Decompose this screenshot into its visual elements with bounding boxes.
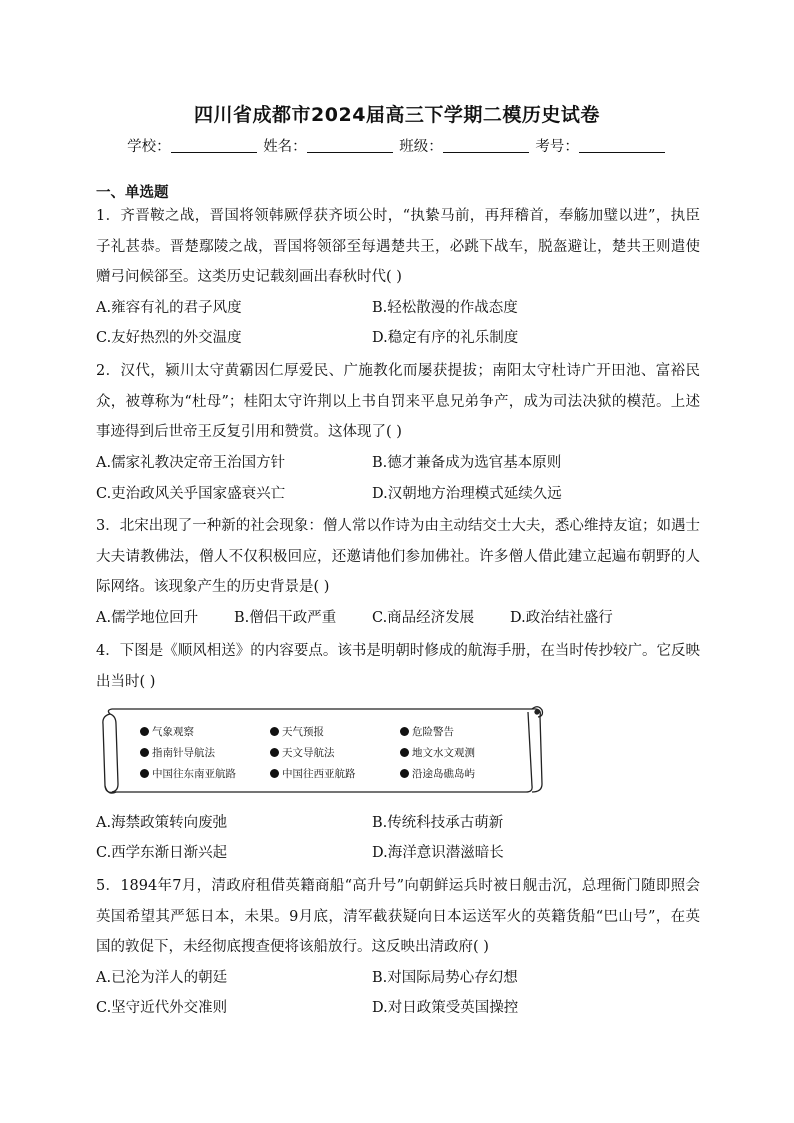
question-2-option-a: A.儒家礼教决定帝王治国方针 bbox=[96, 455, 286, 471]
question-4-option-d: D.海洋意识潜滋暗长 bbox=[372, 845, 504, 861]
bullet-icon bbox=[400, 727, 409, 736]
scroll-row bbox=[140, 743, 530, 764]
bullet-icon bbox=[270, 748, 279, 757]
question-2-option-d: D.汉朝地方治理模式延续久远 bbox=[372, 486, 562, 502]
question-1-option-d: D.稳定有序的礼乐制度 bbox=[372, 330, 519, 346]
section-heading: 一、单选题 bbox=[96, 185, 169, 201]
question-1-stem: 1．齐晋鞍之战，晋国将领韩厥俘获齐顷公时，“执絷马前，再拜稽首，奉觞加璧以进”，执臣子礼甚恭。晋楚鄢陵之战，晋国将领郤至每遇楚共王，必跳下战车，脱盔避让，楚共王则遣使赠弓问候郤至。这类历史记载刻画出春秋时代( ) bbox=[96, 208, 700, 285]
exam-no-blank[interactable] bbox=[579, 138, 665, 153]
class-blank[interactable] bbox=[443, 138, 529, 153]
question-3-stem: 3．北宋出现了一种新的社会现象：僧人常以作诗为由主动结交士大夫，悉心维持友谊；如遇士大夫请教佛法，僧人不仅积极回应，还邀请他们参加佛社。许多僧人借此建立起遍布朝野的人际网络。该现象产生的历史背景是( ) bbox=[96, 518, 700, 595]
name-blank[interactable] bbox=[307, 138, 393, 153]
scroll-item: 天文导航法 bbox=[270, 743, 400, 764]
bullet-icon bbox=[140, 748, 149, 757]
question-4-stem: 4．下图是《顺风相送》的内容要点。该书是明朝时修成的航海手册，在当时传抄较广。它反映出当时( ) bbox=[96, 643, 700, 690]
question-5-stem: 5．1894年7月，清政府租借英籍商船“高升号”向朝鲜运兵时被日舰击沉，总理衙门随即照会英国希望其严惩日本，未果。9月底，清军截获疑向日本运送军火的英籍货船“巴山号”，在英国的敦促下，未经彻底搜查便将该船放行。这反映出清政府( ) bbox=[96, 878, 700, 955]
question-1-option-a: A.雍容有礼的君子风度 bbox=[96, 300, 242, 316]
question-2-stem: 2．汉代，颍川太守黄霸因仁厚爱民、广施教化而屡获提拔；南阳太守杜诗广开田池、富裕民众，被尊称为“杜母”；桂阳太守许荆以上书自罚来平息兄弟争产，成为司法决狱的模范。上述事迹得到后世帝王反复引用和赞赏。这体现了( ) bbox=[96, 363, 700, 440]
bullet-icon bbox=[400, 769, 409, 778]
question-3-option-b: B.僧侣干政严重 bbox=[234, 610, 337, 626]
question-4-option-a: A.海禁政策转向废弛 bbox=[96, 815, 228, 831]
name-label: 姓名： bbox=[263, 139, 307, 155]
page-title: 四川省成都市2024届高三下学期二模历史试卷 bbox=[194, 104, 600, 126]
scroll-item: 中国往西亚航路 bbox=[270, 764, 400, 785]
question-1-option-b: B.轻松散漫的作战态度 bbox=[372, 300, 518, 316]
scroll-item: 中国往东南亚航路 bbox=[140, 764, 270, 785]
scroll-items bbox=[140, 722, 530, 785]
bullet-icon bbox=[140, 727, 149, 736]
question-3-option-c: C.商品经济发展 bbox=[372, 610, 475, 626]
question-2-option-b: B.德才兼备成为选官基本原则 bbox=[372, 455, 562, 471]
scroll-item: 危险警告 bbox=[400, 722, 530, 743]
scroll-item: 气象观察 bbox=[140, 722, 270, 743]
question-1-option-c: C.友好热烈的外交温度 bbox=[96, 330, 242, 346]
student-info-line bbox=[0, 135, 794, 156]
scroll-item: 沿途岛礁岛屿 bbox=[400, 764, 530, 785]
scroll-figure bbox=[96, 700, 546, 800]
school-blank[interactable] bbox=[171, 138, 257, 153]
scroll-item: 天气预报 bbox=[270, 722, 400, 743]
question-4-option-c: C.西学东渐日渐兴起 bbox=[96, 845, 228, 861]
scroll-item: 地文水文观测 bbox=[400, 743, 530, 764]
question-4-option-b: B.传统科技承古萌新 bbox=[372, 815, 504, 831]
question-3-option-d: D.政治结社盛行 bbox=[510, 610, 613, 626]
question-5-option-d: D.对日政策受英国操控 bbox=[372, 1000, 519, 1016]
bullet-icon bbox=[140, 769, 149, 778]
question-5-option-a: A.已沦为洋人的朝廷 bbox=[96, 970, 228, 986]
bullet-icon bbox=[270, 727, 279, 736]
school-label: 学校： bbox=[127, 139, 171, 155]
bullet-icon bbox=[400, 748, 409, 757]
scroll-row bbox=[140, 722, 530, 743]
question-3-option-a: A.儒学地位回升 bbox=[96, 610, 199, 626]
question-2-option-c: C.吏治政风关乎国家盛衰兴亡 bbox=[96, 486, 286, 502]
question-5-option-c: C.坚守近代外交准则 bbox=[96, 1000, 228, 1016]
question-5-option-b: B.对国际局势心存幻想 bbox=[372, 970, 518, 986]
scroll-item: 指南针导航法 bbox=[140, 743, 270, 764]
class-label: 班级： bbox=[399, 139, 443, 155]
exam-no-label: 考号： bbox=[535, 139, 579, 155]
scroll-row bbox=[140, 764, 530, 785]
bullet-icon bbox=[270, 769, 279, 778]
